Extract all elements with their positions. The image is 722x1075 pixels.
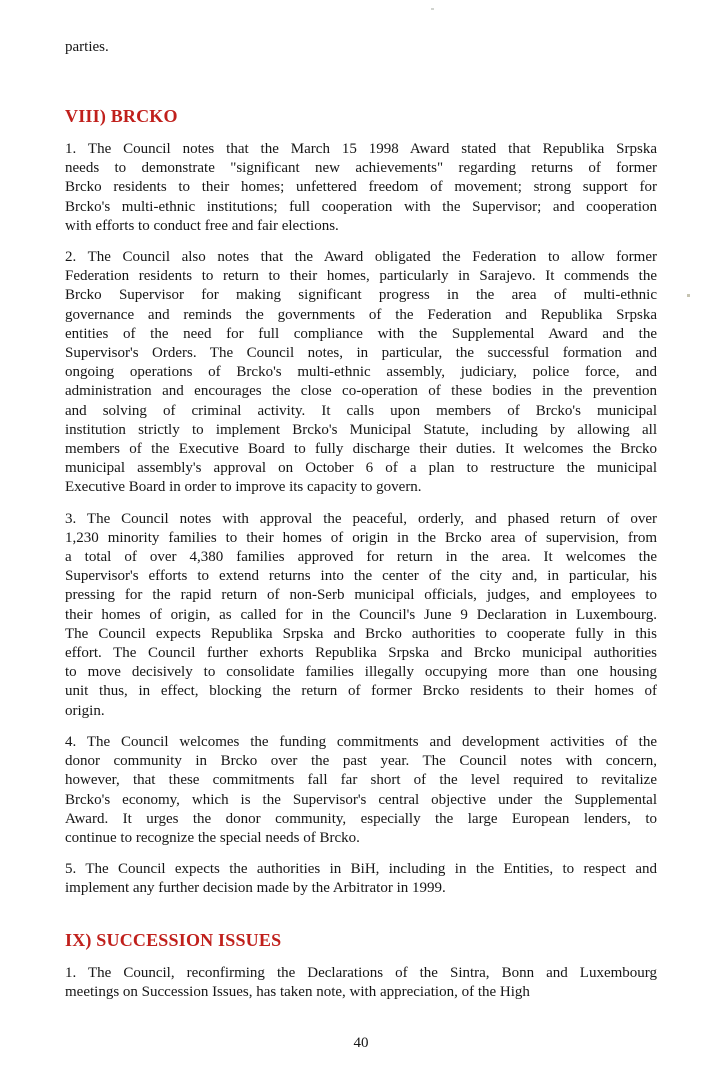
paragraph-line: effort. The Council further exhorts Republika Srpska and Brcko municipal authorities bbox=[65, 645, 657, 662]
paragraph-line: 3. The Council notes with approval the peaceful, orderly, and phased return of over bbox=[65, 510, 657, 527]
section-brcko bbox=[65, 105, 657, 899]
paragraph-line: continue to recognize the special needs of Brcko. bbox=[65, 829, 360, 846]
scan-artifact bbox=[431, 8, 434, 10]
paragraph-continuation: parties. bbox=[65, 39, 109, 55]
paragraph-line: ongoing operations of Brcko's multi-ethnic assembly, judiciary, police force, and bbox=[65, 364, 657, 381]
paragraph-line: 1. The Council, reconfirming the Declarations of the Sintra, Bonn and Luxembourg bbox=[65, 964, 657, 981]
paragraph-line: and solving of criminal activity. It calls upon members of Brcko's municipal bbox=[65, 402, 657, 419]
paragraph-line: governance and reminds the governments of the Federation and Republika Srpska bbox=[65, 306, 657, 323]
paragraph-line: municipal assembly's approval on October 6 of a plan to restructure the municipal bbox=[65, 460, 657, 477]
paragraph-line: 2. The Council also notes that the Award obligated the Federation to allow former bbox=[65, 249, 657, 266]
section-heading-succession: IX) SUCCESSION ISSUES bbox=[65, 929, 282, 950]
paragraph-line: The Council expects Republika Srpska and Brcko authorities to cooperate fully in this bbox=[65, 625, 657, 642]
paragraph-line: needs to demonstrate "significant new achievements" regarding returns of former bbox=[65, 160, 657, 177]
paragraph-line: a total of over 4,380 families approved for return in the area. It welcomes the bbox=[65, 549, 657, 566]
paragraph-line: Brcko's economy, which is the Supervisor's central objective under the Supplemental bbox=[65, 791, 657, 808]
paragraph-line: Brcko's multi-ethnic institutions; full cooperation with the Supervisor; and cooperation bbox=[65, 198, 657, 215]
paragraph-line: with efforts to conduct free and fair elections. bbox=[65, 217, 339, 234]
section-paragraphs-brcko bbox=[65, 140, 657, 899]
paragraph-line: members of the Executive Board to fully discharge their duties. It welcomes the Brcko bbox=[65, 441, 657, 458]
paragraph-line: Brcko Supervisor for making significant progress in the area of multi-ethnic bbox=[65, 287, 657, 304]
paragraph bbox=[65, 860, 657, 898]
paragraph-line: meetings on Succession Issues, has taken note, with appreciation, of the High bbox=[65, 983, 530, 1000]
paragraph-line: Award. It urges the donor community, especially the large European lenders, to bbox=[65, 810, 657, 827]
paragraph-line: institution strictly to implement Brcko's Municipal Statute, including by allowing all bbox=[65, 421, 657, 438]
paragraph-line: their homes of origin, as called for in the Council's June 9 Declaration in Luxembourg. bbox=[65, 606, 657, 623]
paragraph-line: 1,230 minority families to their homes of origin in the Brcko area of supervision, from bbox=[65, 529, 657, 546]
paragraph-line: Supervisor's efforts to extend returns into the center of the city and, in particular, his bbox=[65, 568, 657, 585]
paragraph-line: Supervisor's Orders. The Council notes, in particular, the successful formation and bbox=[65, 345, 657, 362]
page-number: 40 bbox=[353, 1034, 369, 1051]
paragraph-line: pressing for the rapid return of non-Serb municipal officials, judges, and employees to bbox=[65, 587, 657, 604]
paragraph-line: origin. bbox=[65, 702, 105, 719]
paragraph bbox=[65, 733, 657, 848]
paragraph-line: unit thus, in effect, blocking the return of former Brcko residents to their homes of bbox=[65, 683, 657, 700]
paragraph-line: 1. The Council notes that the March 15 1998 Award stated that Republika Srpska bbox=[65, 141, 657, 157]
paragraph-line: implement any further decision made by the Arbitrator in 1999. bbox=[65, 880, 446, 897]
paragraph-line: Federation residents to return to their homes, particularly in Sarajevo. It commends the bbox=[65, 268, 657, 285]
paragraph bbox=[65, 140, 657, 236]
section-succession bbox=[65, 929, 657, 1002]
section-paragraphs-succession bbox=[65, 964, 657, 1002]
paragraph-line: entities of the need for full compliance with the Supplemental Award and the bbox=[65, 325, 657, 342]
paragraph-line: administration and encourages the close co-operation of these bodies in the prevention bbox=[65, 383, 657, 400]
paragraph-line: Brcko residents to their homes; unfettered freedom of movement; strong support for bbox=[65, 179, 657, 196]
section-heading-brcko: VIII) BRCKO bbox=[65, 106, 178, 126]
paragraph-line: 4. The Council welcomes the funding commitments and development activities of the bbox=[65, 733, 657, 750]
paragraph-line: Executive Board in order to improve its capacity to govern. bbox=[65, 479, 422, 496]
paragraph-line: however, that these commitments fall far short of the level required to revitalize bbox=[65, 772, 657, 789]
paragraph bbox=[65, 510, 657, 721]
paragraph bbox=[65, 964, 657, 1002]
scan-artifact bbox=[687, 294, 690, 297]
paragraph-line: donor community in Brcko over the past year. The Council notes with concern, bbox=[65, 753, 657, 770]
paragraph-line: 5. The Council expects the authorities in BiH, including in the Entities, to respect and bbox=[65, 861, 657, 878]
paragraph-line: to move decisively to consolidate families illegally occupying more than one housing bbox=[65, 664, 657, 681]
paragraph bbox=[65, 248, 657, 498]
